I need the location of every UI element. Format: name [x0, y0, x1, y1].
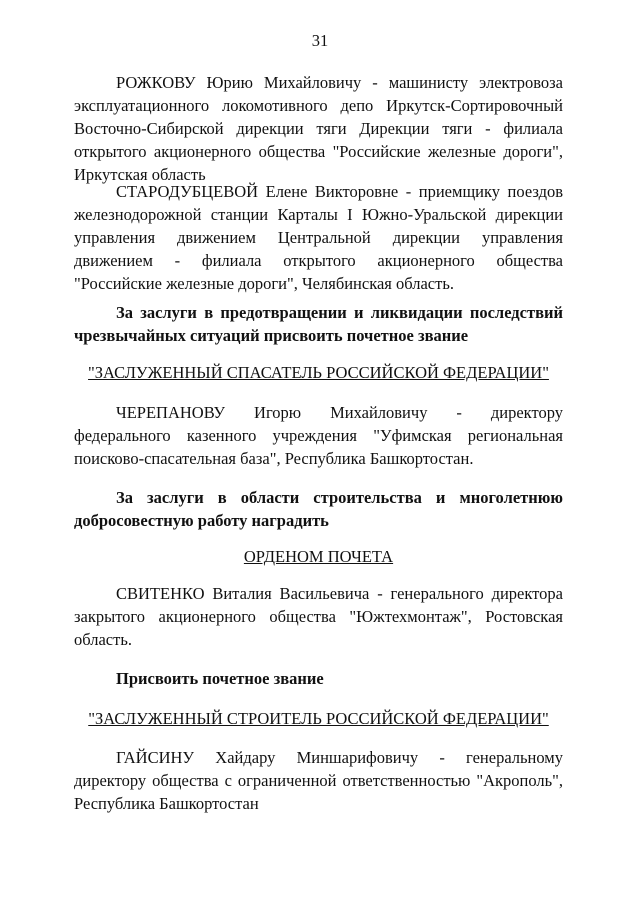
honorary-title-rescuer: "ЗАСЛУЖЕННЫЙ СПАСАТЕЛЬ РОССИЙСКОЙ ФЕДЕРАЦИИ": [88, 363, 549, 382]
award-entry-text: СВИТЕНКО Виталия Васильевича - генерального директора закрытого акционерного общества "Южтехмонтаж", Ростовская область.: [74, 584, 563, 649]
decree-builder: Присвоить почетное звание: [116, 669, 324, 688]
award-entry-gaysin: [74, 746, 563, 815]
order-title: ОРДЕНОМ ПОЧЕТА: [243, 547, 394, 566]
award-entry-svitenko: [74, 582, 563, 651]
decree-text: За заслуги в области строительства и многолетнюю добросовестную работу наградить: [74, 488, 563, 530]
decree-text: За заслуги в предотвращении и ликвидации последствий чрезвычайных ситуаций присвоить почетное звание: [74, 303, 563, 345]
award-entry-text: СТАРОДУБЦЕВОЙ Елене Викторовне - приемщику поездов железнодорожной станции Карталы I Южно-Уральской дирекции управления движением Центральной дирекции управления движением - филиала открытого акционерного общества "Российские железные дороги", Челябинская область.: [74, 182, 563, 293]
decree-rescuer: [74, 301, 563, 347]
page-number: 31: [311, 31, 329, 50]
award-entry-text: РОЖКОВУ Юрию Михайловичу - машинисту электровоза эксплуатационного локомотивного депо Иркутск-Сортировочный Восточно-Сибирской дирекции тяги Дирекции тяги - филиала открытого акционерного общества "Российские железные дороги", Иркутская область: [74, 73, 563, 184]
award-entry-starodubtseva: [74, 180, 563, 295]
honorary-title-builder: "ЗАСЛУЖЕННЫЙ СТРОИТЕЛЬ РОССИЙСКОЙ ФЕДЕРАЦИИ": [88, 709, 549, 728]
award-entry-cherepanov: [74, 401, 563, 470]
award-entry-text: ГАЙСИНУ Хайдару Миншарифовичу - генеральному директору общества с ограниченной ответственностью "Акрополь", Республика Башкортостан: [74, 748, 563, 813]
award-entry-rozhkov: [74, 71, 563, 186]
decree-order: [74, 486, 563, 532]
award-entry-text: ЧЕРЕПАНОВУ Игорю Михайловичу - директору федерального казенного учреждения "Уфимская региональная поисково-спасательная база", Республика Башкортостан.: [74, 403, 563, 468]
